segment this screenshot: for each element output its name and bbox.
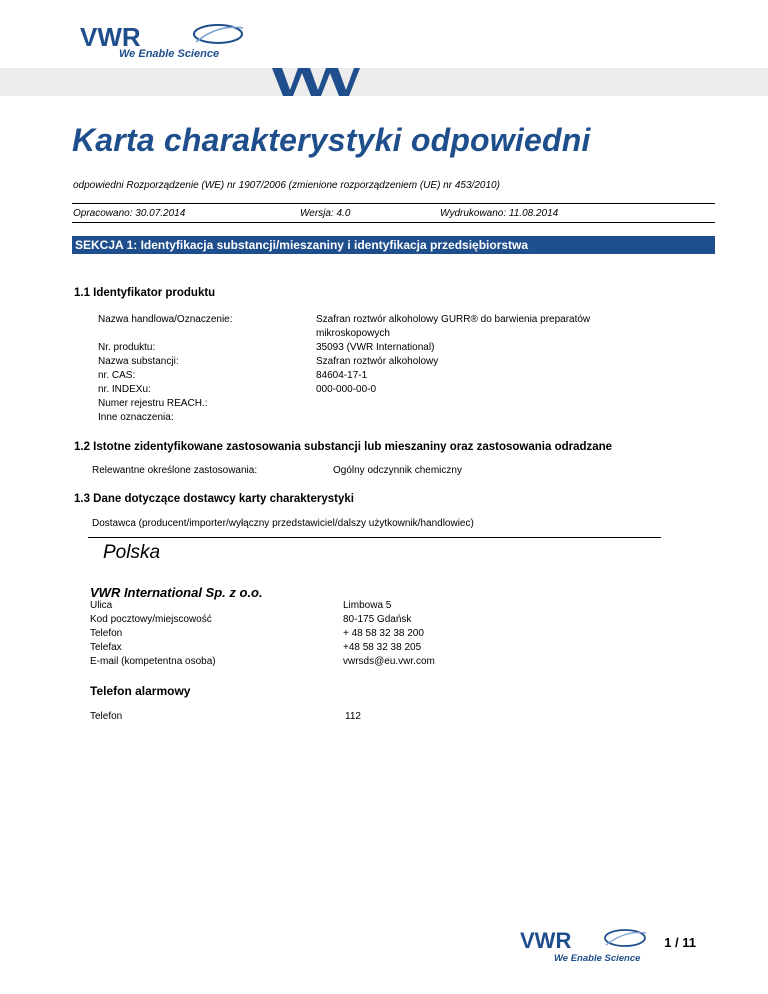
vwr-logo-text: VWR	[80, 22, 141, 52]
email-label: E-mail (kompetentna osoba)	[90, 656, 216, 667]
fax-value: +48 58 32 38 205	[343, 642, 422, 653]
divider	[72, 203, 715, 204]
country-heading: Polska	[103, 542, 161, 563]
supplier-line: Dostawca (producent/importer/wyłączny przedstawiciel/dalszy użytkownik/handlowiec)	[92, 518, 474, 529]
cas-value: 84604-17-1	[316, 370, 368, 381]
reach-label: Numer rejestru REACH.:	[98, 398, 208, 409]
vwr-tagline: We Enable Science	[119, 48, 220, 60]
phone-label: Telefon	[90, 628, 123, 639]
product-number-value: 35093 (VWR International)	[316, 342, 435, 353]
vwr-footer-logo	[520, 928, 650, 966]
emergency-phone-value: 112	[345, 711, 361, 722]
substance-name-value: Szafran roztwór alkoholowy	[316, 356, 439, 367]
section-1-2-heading: 1.2 Istotne zidentyfikowane zastosowania substancji lub mieszaniny oraz zastosowania odradzane	[74, 441, 613, 453]
document-title: Karta charakterystyki odpowiedni	[72, 122, 591, 158]
emergency-phone-label: Telefon	[90, 711, 123, 722]
relevant-uses-value: Ogólny odczynnik chemiczny	[333, 465, 462, 476]
section-1-3-heading: 1.3 Dane dotyczące dostawcy karty charakterystyki	[74, 493, 354, 505]
index-label: nr. INDEXu:	[98, 384, 151, 395]
trade-name-value-1: Szafran roztwór alkoholowy GURR® do barwienia preparatów	[316, 314, 591, 325]
postal-value: 80-175 Gdańsk	[343, 614, 412, 625]
trade-name-value-2: mikroskopowych	[316, 328, 390, 339]
vwr-logo	[78, 22, 248, 60]
section-1-1-heading: 1.1 Identyfikator produktu	[74, 287, 216, 299]
substance-name-label: Nazwa substancji:	[98, 356, 179, 367]
fax-label: Telefax	[90, 642, 122, 653]
divider	[88, 537, 661, 538]
product-number-label: Nr. produktu:	[98, 342, 156, 353]
other-names-label: Inne oznaczenia:	[98, 412, 174, 423]
vwr-footer-logo-text: VWR	[520, 928, 572, 953]
emergency-heading: Telefon alarmowy	[90, 684, 191, 698]
street-value: Limbowa 5	[343, 600, 392, 611]
divider	[72, 222, 715, 223]
company-name: VWR International Sp. z o.o.	[90, 585, 263, 600]
index-value: 000-000-00-0	[316, 384, 377, 395]
street-label: Ulica	[90, 600, 113, 611]
phone-value: + 48 58 32 38 200	[343, 628, 424, 639]
section-1-heading: SEKCJA 1: Identyfikacja substancji/mieszaniny i identyfikacja przedsiębiorstwa	[72, 236, 715, 254]
document-subtitle: odpowiedni Rozporządzenie (WE) nr 1907/2006 (zmienione rozporządzeniem (UE) nr 453/2010)	[73, 180, 500, 191]
trade-name-label: Nazwa handlowa/Oznaczenie:	[98, 314, 233, 325]
header-band	[0, 68, 768, 96]
relevant-uses-label: Relewantne określone zastosowania:	[92, 465, 258, 476]
page-number: 1 / 11	[664, 935, 696, 950]
printed-date: Wydrukowano: 11.08.2014	[440, 208, 559, 219]
version: Wersja: 4.0	[300, 208, 351, 219]
postal-label: Kod pocztowy/miejscowość	[90, 614, 212, 625]
cas-label: nr. CAS:	[98, 370, 136, 381]
chevron-mark-icon	[272, 68, 362, 101]
vwr-footer-tagline: We Enable Science	[554, 953, 641, 964]
email-value[interactable]: vwrsds@eu.vwr.com	[343, 656, 435, 667]
vwr-logo-mark	[78, 22, 248, 60]
prepared-date: Opracowano: 30.07.2014	[73, 208, 186, 219]
